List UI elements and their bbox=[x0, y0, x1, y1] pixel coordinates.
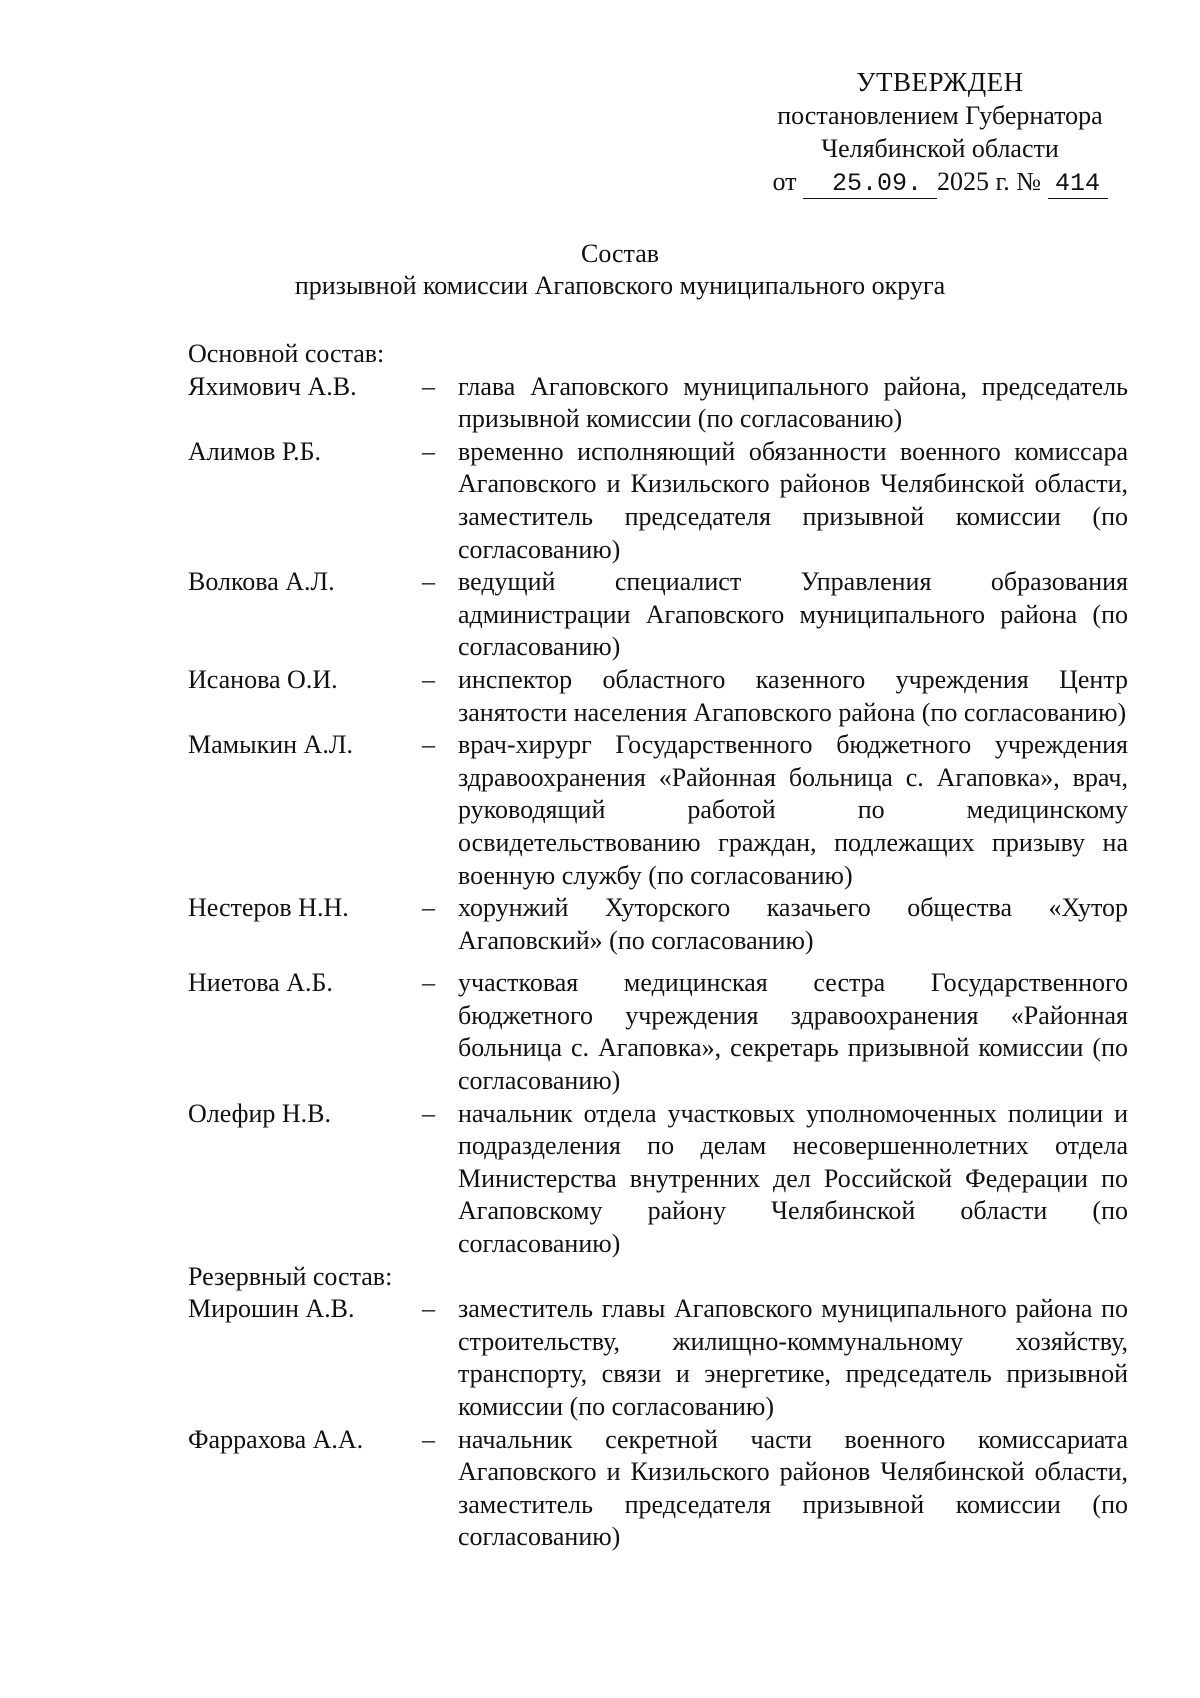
member-name: Алимов Р.Б. bbox=[188, 436, 322, 466]
member-name: Олефир Н.В. bbox=[188, 1098, 331, 1128]
member-role: ведущий специалист Управления образования администрации Агаповского муниципального района (по согласованию) bbox=[458, 567, 1128, 662]
dash: – bbox=[422, 1424, 435, 1454]
member-name: Исанова О.И. bbox=[188, 664, 338, 694]
dash: – bbox=[422, 968, 435, 998]
member-name: Яхимович А.В. bbox=[188, 371, 357, 401]
decree-number: 414 bbox=[1048, 170, 1108, 199]
member-role: начальник секретной части военного комиссариата Агаповского и Кизильского районов Челябинской области, заместитель председателя призывной комиссии (по согласованию) bbox=[458, 1424, 1128, 1552]
member-row bbox=[188, 967, 1128, 1097]
dash: – bbox=[422, 567, 435, 597]
title-line-1: Состав bbox=[580, 239, 660, 268]
approval-stamp bbox=[740, 66, 1140, 199]
dash: – bbox=[422, 371, 435, 401]
date-prefix: от bbox=[772, 167, 797, 196]
member-row bbox=[188, 566, 1128, 664]
member-row bbox=[188, 1098, 1128, 1261]
member-role: участковая медицинская сестра Государственного бюджетного учреждения здравоохранения «Районная больница с. Агаповка», секретарь призывной комиссии (по согласованию) bbox=[458, 968, 1128, 1096]
member-row bbox=[188, 664, 1128, 729]
dash: – bbox=[422, 730, 435, 760]
main-section-title: Основной состав: bbox=[188, 339, 385, 368]
member-name: Мирошин А.В. bbox=[188, 1294, 355, 1324]
member-name: Ниетова А.Б. bbox=[188, 968, 333, 998]
approval-dateline bbox=[740, 165, 1140, 199]
commission-composition bbox=[188, 338, 1128, 1554]
document-title bbox=[160, 238, 1080, 302]
member-row bbox=[188, 1424, 1128, 1554]
member-name: Нестеров Н.Н. bbox=[188, 893, 349, 923]
dash: – bbox=[422, 893, 435, 923]
dash: – bbox=[422, 664, 435, 694]
approval-heading: УТВЕРЖДЕН bbox=[856, 67, 1024, 97]
dash: – bbox=[422, 1294, 435, 1324]
member-name: Фаррахова А.А. bbox=[188, 1424, 364, 1454]
approval-line-governor: постановлением Губернатора bbox=[777, 101, 1103, 130]
dash: – bbox=[422, 436, 435, 466]
member-role: хорунжий Хуторского казачьего общества «Хутор Агаповский» (по согласованию) bbox=[458, 893, 1128, 955]
member-row bbox=[188, 436, 1128, 566]
dash: – bbox=[422, 1098, 435, 1128]
member-row bbox=[188, 729, 1128, 892]
reserve-section-title: Резервный состав: bbox=[188, 1261, 393, 1291]
member-row bbox=[188, 371, 1128, 436]
member-role: врач-хирург Государственного бюджетного учреждения здравоохранения «Районная больница с. Агаповка», врач, руководящий работой по медицинскому освидетельствованию граждан, подлежащих призыву на военную службу (по согласованию) bbox=[458, 730, 1128, 890]
member-role: глава Агаповского муниципального района, председатель призывной комиссии (по согласованию) bbox=[458, 371, 1128, 434]
member-row bbox=[188, 892, 1128, 957]
member-name: Мамыкин А.Л. bbox=[188, 730, 353, 760]
member-role: заместитель главы Агаповского муниципального района по строительству, жилищно-коммунальному хозяйству, транспорту, связи и энергетике, председатель призывной комиссии (по согласованию) bbox=[458, 1294, 1128, 1421]
decree-year-number-label: 2025 г. № bbox=[936, 167, 1042, 196]
decree-date: 25.09. bbox=[803, 170, 937, 199]
member-name: Волкова А.Л. bbox=[188, 567, 335, 597]
member-row bbox=[188, 1293, 1128, 1423]
member-role: временно исполняющий обязанности военного комиссара Агаповского и Кизильского районов Челябинской области, заместитель председателя призывной комиссии (по согласованию) bbox=[458, 436, 1128, 564]
approval-line-region: Челябинской области bbox=[821, 134, 1059, 163]
member-role: начальник отдела участковых уполномоченных полиции и подразделения по делам несовершеннолетних отдела Министерства внутренних дел Российской Федерации по Агаповскому району Челябинской области (по согласованию) bbox=[458, 1098, 1128, 1259]
member-role: инспектор областного казенного учреждения Центр занятости населения Агаповского района (по согласованию) bbox=[458, 664, 1128, 727]
title-line-2: призывной комиссии Агаповского муниципального округа bbox=[294, 271, 946, 300]
